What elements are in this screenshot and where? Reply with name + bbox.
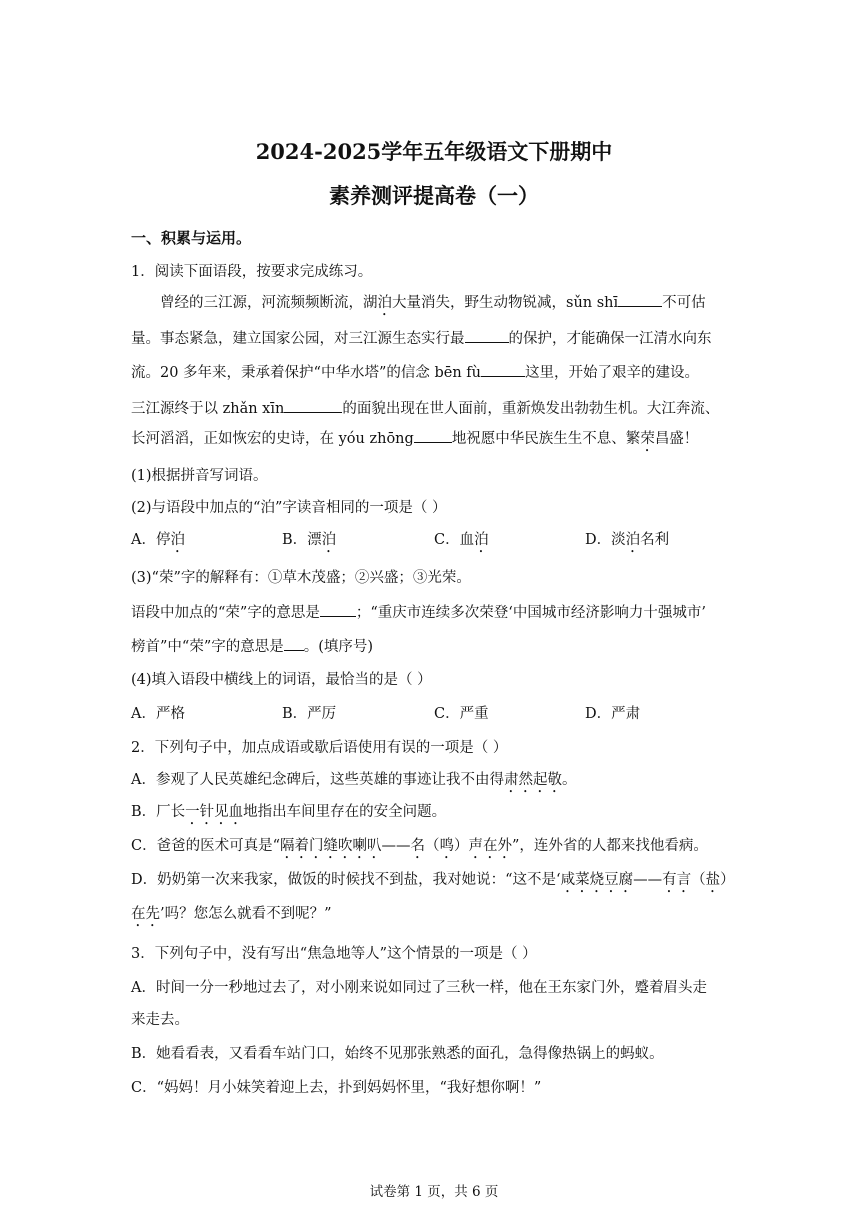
dotted-phrase: 在先: [131, 906, 160, 922]
text: C．血: [434, 532, 475, 548]
dotted-phrase: 咸菜烧豆腐——有言（盐）: [560, 872, 735, 888]
text: 榜首”中“荣”字的意思是: [131, 639, 284, 655]
q3-option-a[interactable]: A．时间一分一秒地过去了，对小刚来说如同过了三秋一样，他在王东家门外，蹙着眉头走: [131, 980, 707, 996]
dotted-phrase: 一针见血: [185, 804, 244, 820]
dotted-phrase: 隔着门缝吹喇叭——名（鸣）声在外: [280, 838, 513, 854]
q3-option-a-cont: 来走去。: [131, 1012, 189, 1028]
text: 。: [561, 772, 577, 788]
text: ”，连外省的人都来找他看病。: [512, 838, 708, 854]
answer-blank[interactable]: [284, 398, 342, 413]
q2-option-a[interactable]: [131, 770, 576, 796]
dotted-char: 泊: [377, 295, 392, 311]
answer-blank[interactable]: [414, 428, 452, 443]
q1-sub4-option-a[interactable]: A．严格: [131, 706, 185, 722]
q1-sub2-option-a[interactable]: [131, 530, 185, 556]
q1-stem: 1．阅读下面语段，按要求完成练习。: [131, 264, 373, 280]
answer-blank[interactable]: [320, 602, 356, 617]
q1-passage-line1: [160, 292, 706, 319]
answer-blank[interactable]: [284, 636, 304, 651]
text: 地指出车间里存在的安全问题。: [243, 804, 447, 820]
answer-blank[interactable]: [465, 328, 509, 343]
page-footer: 试卷第 1 页，共 6 页: [369, 1184, 499, 1200]
text: 。(填序号): [303, 639, 374, 655]
q1-sub2-option-b[interactable]: [282, 530, 336, 556]
text: D．奶奶第一次来我家，做饭的时候找不到盐，我对她说：“这不是‘: [131, 872, 561, 888]
answer-blank[interactable]: [481, 362, 525, 377]
q2-stem: 2．下列句子中，加点成语或歇后语使用有误的一项是（ ）: [131, 740, 508, 756]
text: ；“重庆市连续多次荣登‘中国城市经济影响力十强城市’: [355, 605, 706, 621]
text: C．爸爸的医术可真是“: [131, 838, 281, 854]
q1-passage-line2: [131, 328, 712, 349]
text: 不可估: [662, 295, 706, 311]
q1-sub2: (2)与语段中加点的“泊”字读音相同的一项是（ ）: [131, 500, 447, 516]
text: A．停: [131, 532, 171, 548]
text: 流。20 多年来，秉承着保护“中华水塔”的信念 bēn fù: [131, 365, 482, 381]
q1-passage-line4: [131, 398, 719, 419]
q1-passage-line5: [131, 428, 698, 455]
q2-option-b[interactable]: [131, 802, 446, 828]
text: 量。事态紧急，建立国家公园，对三江源生态实行最: [131, 331, 465, 347]
answer-blank[interactable]: [618, 292, 662, 307]
text: 长河滔滔，正如恢宏的史诗，在 yóu zhōng: [131, 431, 414, 447]
text: B．厂长: [131, 804, 186, 820]
q1-sub2-option-c[interactable]: [434, 530, 489, 556]
text: 昌盛！: [654, 431, 699, 447]
dotted-char: 泊: [625, 532, 641, 548]
q1-sub4-option-c[interactable]: C．严重: [434, 706, 489, 722]
text: 的面貌出现在世人面前，重新焕发出勃勃生机。大江奔流、: [342, 401, 720, 417]
text: ’吗？您怎么就看不到呢？”: [160, 906, 332, 922]
text: 语段中加点的“荣”字的意思是: [131, 605, 320, 621]
q2-option-d[interactable]: [131, 870, 735, 896]
exam-title-line1: 2024-2025学年五年级语文下册期中: [255, 139, 613, 164]
q1-passage-line3: [131, 362, 699, 383]
text: 的保护，才能确保一江清水向东: [508, 331, 712, 347]
q3-option-b[interactable]: B．她看看表，又看看车站门口，始终不见那张熟悉的面孔，急得像热锅上的蚂蚁。: [131, 1046, 664, 1062]
text: A．参观了人民英雄纪念碑后，这些英雄的事迹让我不由得: [131, 772, 504, 788]
q1-sub3-line2: [131, 602, 706, 623]
dotted-char: 荣: [640, 431, 655, 447]
dotted-phrase: 肃然起敬: [503, 772, 562, 788]
text: 大量消失，野生动物锐减，sǔn shī: [392, 295, 619, 311]
dotted-char: 泊: [321, 532, 337, 548]
q1-sub4: (4)填入语段中横线上的词语，最恰当的是（ ）: [131, 672, 432, 688]
q1-sub3: (3)“荣”字的解释有：①草木茂盛；②兴盛；③光荣。: [131, 570, 471, 586]
text: 这里，开始了艰辛的建设。: [525, 365, 700, 381]
text: 三江源终于以 zhǎn xīn: [131, 401, 285, 417]
q2-option-d-cont: [131, 904, 332, 930]
text: 曾经的三江源，河流频频断流，湖: [160, 295, 378, 311]
section-heading: 一、积累与运用。: [131, 229, 252, 247]
q3-option-c[interactable]: C．“妈妈！月小妹笑着迎上去，扑到妈妈怀里，“我好想你啊！”: [131, 1080, 542, 1096]
text: B．漂: [282, 532, 322, 548]
dotted-char: 泊: [474, 532, 489, 548]
q1-sub2-option-d[interactable]: [585, 530, 669, 556]
dotted-char: 泊: [170, 532, 185, 548]
q3-stem: 3．下列句子中，没有写出“焦急地等人”这个情景的一项是（ ）: [131, 946, 537, 962]
exam-title-line2: 素养测评提高卷（一）: [329, 183, 539, 208]
text: 名利: [640, 532, 670, 548]
q1-sub1: (1)根据拼音写词语。: [131, 468, 268, 484]
text: 地祝愿中华民族生生不息、繁: [451, 431, 641, 447]
text: D．淡: [585, 532, 626, 548]
q1-sub4-option-b[interactable]: B．严厉: [282, 706, 337, 722]
q2-option-c[interactable]: [131, 836, 708, 862]
q1-sub3-line3: [131, 636, 373, 657]
q1-sub4-option-d[interactable]: D．严肃: [585, 706, 641, 722]
